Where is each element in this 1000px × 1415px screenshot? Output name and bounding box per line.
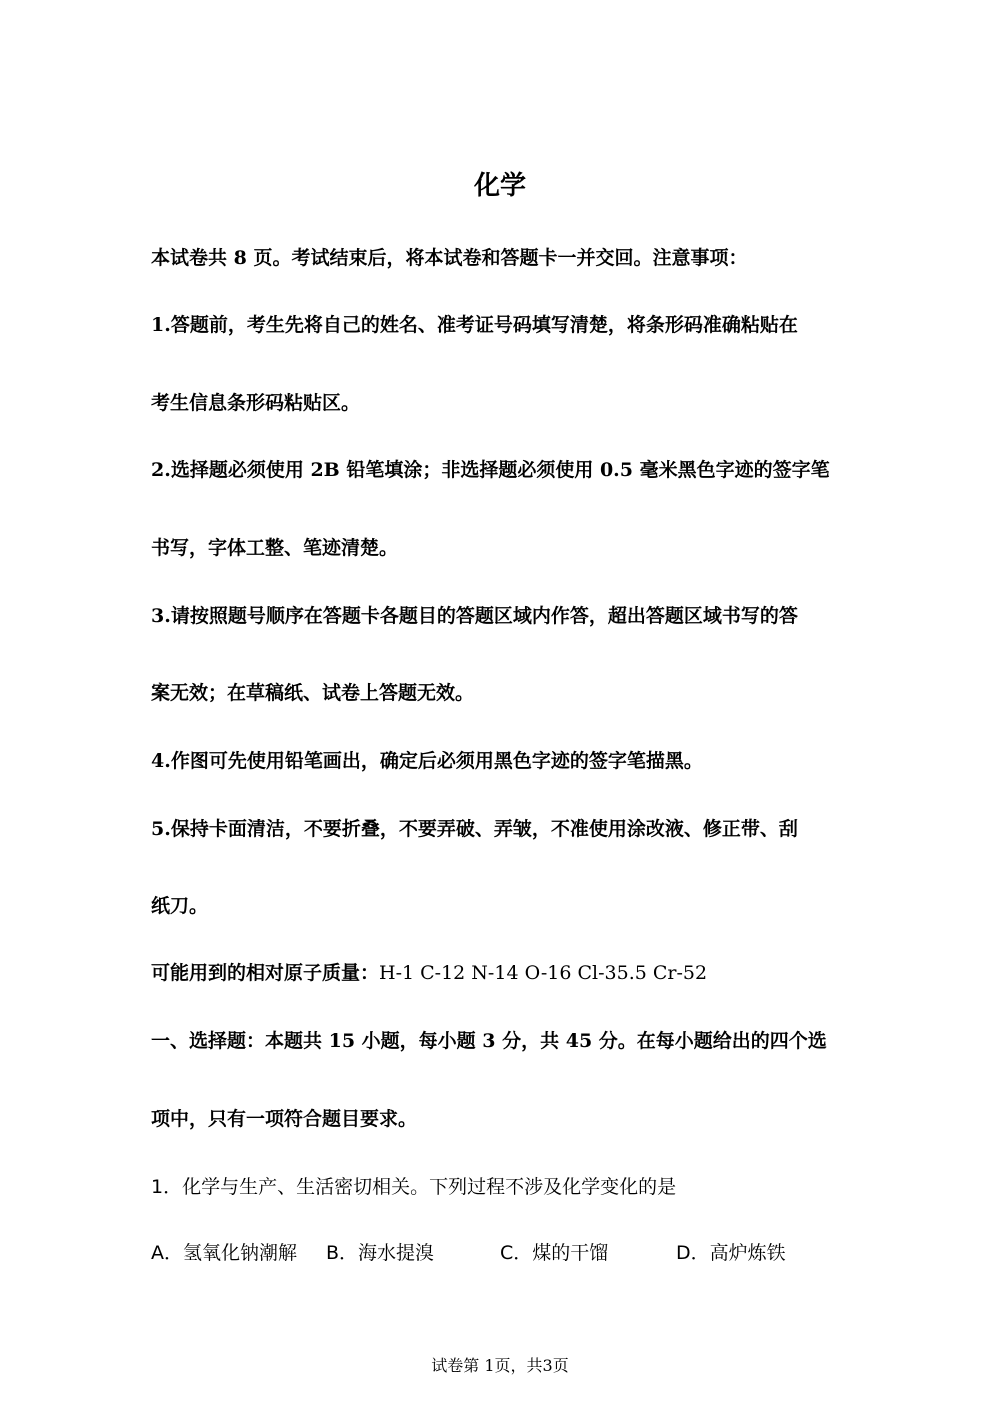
section-1-line-1: 一、选择题：本题共 15 小题，每小题 3 分，共 45 分。在每小题给出的四个选	[151, 1030, 827, 1052]
notice-item-1-line-1: 1.答题前，考生先将自己的姓名、准考证号码填写清楚，将条形码准确粘贴在	[151, 314, 798, 336]
question-1-stem: 1．化学与生产、生活密切相关。下列过程不涉及化学变化的是	[151, 1176, 677, 1198]
atomic-mass-values: H-1 C-12 N-14 O-16 Cl-35.5 Cr-52	[379, 962, 708, 984]
question-1-option-d: D．高炉炼铁	[676, 1242, 786, 1264]
question-1-option-b: B．海水提溴	[326, 1242, 435, 1264]
notice-item-5-line-1: 5.保持卡面清洁，不要折叠，不要弄破、弄皱，不准使用涂改液、修正带、刮	[151, 818, 798, 840]
notice-item-2-line-2: 书写，字体工整、笔迹清楚。	[151, 537, 399, 559]
notice-intro: 本试卷共 8 页。考试结束后，将本试卷和答题卡一并交回。注意事项：	[151, 247, 748, 269]
notice-item-3-line-2: 案无效；在草稿纸、试卷上答题无效。	[151, 682, 475, 704]
notice-item-1-line-2: 考生信息条形码粘贴区。	[151, 392, 361, 414]
atomic-mass-label: 可能用到的相对原子质量：	[151, 962, 380, 984]
section-1-line-2: 项中，只有一项符合题目要求。	[151, 1108, 418, 1130]
page-title: 化学	[473, 171, 526, 201]
notice-item-2-line-1: 2.选择题必须使用 2B 铅笔填涂；非选择题必须使用 0.5 毫米黑色字迹的签字笔	[151, 459, 830, 481]
notice-item-5-line-2: 纸刀。	[151, 895, 209, 917]
notice-item-4: 4.作图可先使用铅笔画出，确定后必须用黑色字迹的签字笔描黑。	[151, 750, 703, 772]
page-footer: 试卷第 1页，共3页	[431, 1356, 569, 1375]
question-1-option-c: C．煤的干馏	[500, 1242, 609, 1264]
atomic-mass-line	[151, 960, 851, 986]
question-1-option-a: A．氢氧化钠潮解	[151, 1242, 297, 1264]
notice-item-3-line-1: 3.请按照题号顺序在答题卡各题目的答题区域内作答，超出答题区域书写的答	[151, 605, 798, 627]
